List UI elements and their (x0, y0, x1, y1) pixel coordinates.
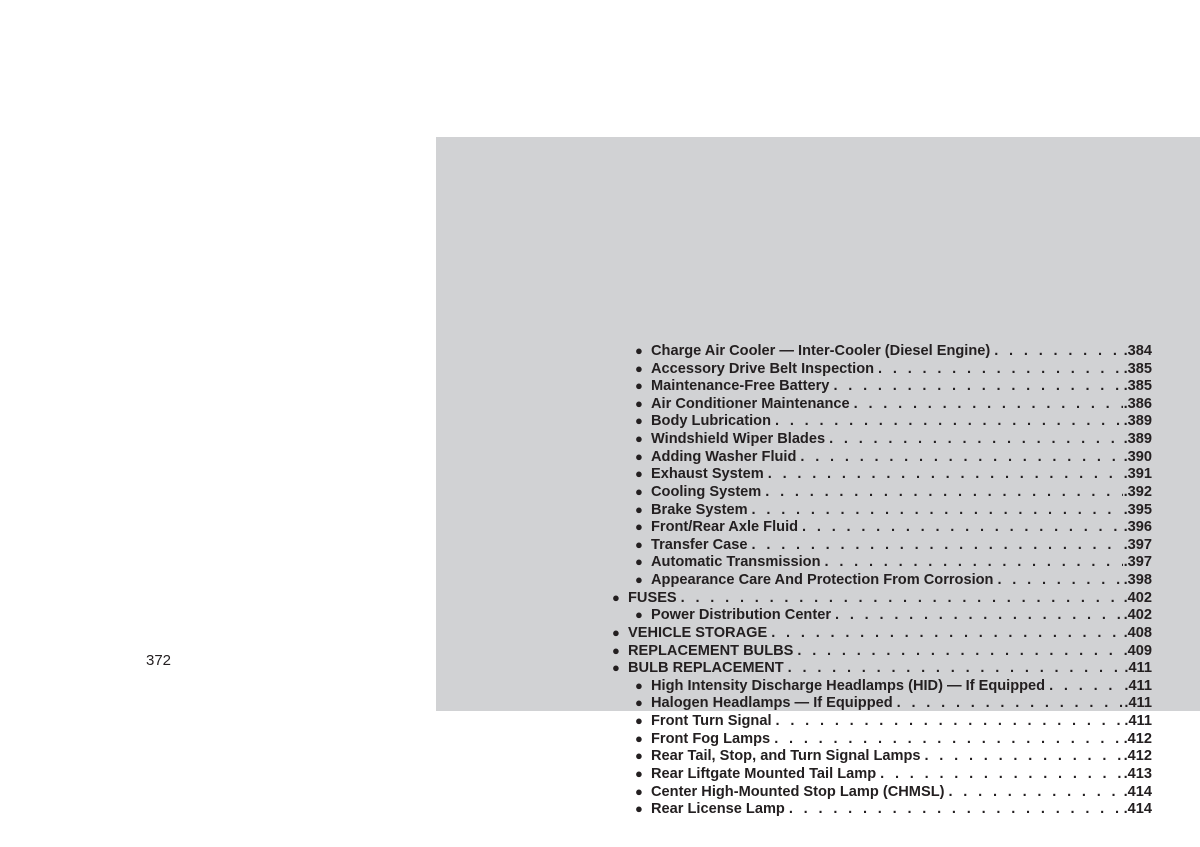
bullet-icon: ● (635, 713, 643, 729)
toc-subsection-entry[interactable] (635, 571, 1152, 589)
toc-entry-title: Appearance Care And Protection From Corrosion (651, 572, 994, 589)
toc-entry-page-number: .396 (1123, 519, 1152, 536)
toc-entry-title: Front/Rear Axle Fluid (651, 519, 799, 536)
toc-entry-title: Windshield Wiper Blades (651, 431, 826, 448)
toc-subsection-entry[interactable] (635, 518, 1152, 536)
toc-subsection-entry[interactable] (635, 536, 1152, 554)
bullet-icon: ● (635, 378, 643, 394)
bullet-icon: ● (635, 765, 643, 781)
page-number: 372 (146, 652, 172, 669)
bullet-icon: ● (635, 677, 643, 693)
toc-entry-title: Rear Liftgate Mounted Tail Lamp (651, 765, 877, 782)
toc-entry-page-number: .384 (1123, 343, 1152, 359)
dot-leader (775, 412, 1123, 430)
dot-leader (994, 342, 1122, 360)
toc-section-entry[interactable] (612, 624, 1152, 642)
toc-entry-title: REPLACEMENT BULBS (628, 642, 794, 659)
toc-entry-page-number: .411 (1124, 695, 1152, 712)
toc-entry-title: High Intensity Discharge Headlamps (HID) — If Equipped (651, 677, 1046, 694)
toc-entry-title: Accessory Drive Belt Inspection (651, 360, 875, 377)
toc-entry-page-number: .411 (1124, 677, 1152, 694)
toc-entry-page-number: .411 (1124, 713, 1152, 730)
toc-entry-page-number: .413 (1123, 765, 1152, 782)
toc-entry-title: Transfer Case (651, 536, 748, 553)
toc-subsection-entry[interactable] (635, 765, 1152, 783)
toc-subsection-entry[interactable] (635, 747, 1152, 765)
toc-entry-page-number: .414 (1123, 783, 1152, 800)
toc-subsection-entry[interactable] (635, 501, 1152, 519)
dot-leader (765, 483, 1122, 501)
bullet-icon: ● (635, 730, 643, 746)
toc-entry-page-number: .395 (1123, 501, 1152, 518)
toc-subsection-entry[interactable] (635, 412, 1152, 430)
bullet-icon: ● (635, 554, 643, 570)
dot-leader (788, 659, 1124, 677)
toc-entry-title: Power Distribution Center (651, 607, 832, 624)
toc-subsection-entry[interactable] (635, 606, 1152, 624)
toc-entry-page-number: .390 (1123, 448, 1152, 465)
toc-entry-title: Air Conditioner Maintenance (651, 395, 850, 412)
toc-subsection-entry[interactable] (635, 553, 1152, 571)
toc-entry-page-number: .392 (1123, 483, 1152, 500)
toc-entry-title: BULB REPLACEMENT (628, 660, 784, 677)
toc-entry-page-number: .409 (1123, 642, 1152, 659)
toc-entry-title: Maintenance-Free Battery (651, 378, 830, 395)
bullet-icon: ● (612, 642, 620, 658)
dot-leader (752, 501, 1123, 519)
toc-section-entry[interactable] (612, 659, 1152, 677)
bullet-icon: ● (635, 448, 643, 464)
toc-entry-title: Body Lubrication (651, 413, 771, 430)
bullet-icon: ● (635, 536, 643, 552)
dot-leader (774, 730, 1122, 748)
dot-leader (752, 536, 1123, 554)
toc-subsection-entry[interactable] (635, 377, 1152, 395)
bullet-icon: ● (635, 483, 643, 499)
toc-subsection-entry[interactable] (635, 677, 1152, 695)
dot-leader (997, 571, 1122, 589)
dot-leader (789, 800, 1123, 818)
toc-subsection-entry[interactable] (635, 800, 1152, 818)
toc-entry-page-number: .389 (1123, 413, 1152, 430)
dot-leader (802, 518, 1123, 536)
dot-leader (880, 765, 1122, 783)
dot-leader (800, 448, 1122, 466)
toc-subsection-entry[interactable] (635, 783, 1152, 801)
toc-entry-page-number: .412 (1123, 730, 1152, 747)
toc-entry-title: Automatic Transmission (651, 554, 821, 571)
toc-subsection-entry[interactable] (635, 483, 1152, 501)
bullet-icon: ● (635, 572, 643, 588)
dot-leader (924, 747, 1122, 765)
toc-entry-title: VEHICLE STORAGE (628, 624, 768, 641)
toc-entry-page-number: .408 (1123, 624, 1152, 641)
dot-leader (825, 553, 1123, 571)
bullet-icon: ● (635, 501, 643, 517)
toc-entry-page-number: .412 (1123, 748, 1152, 765)
dot-leader (948, 783, 1122, 801)
toc-subsection-entry[interactable] (635, 342, 1152, 360)
toc-subsection-entry[interactable] (635, 360, 1152, 378)
toc-entry-page-number: .397 (1123, 536, 1152, 553)
toc-entry-title: Charge Air Cooler — Inter-Cooler (Diesel Engine) (651, 343, 991, 359)
toc-subsection-entry[interactable] (635, 712, 1152, 730)
bullet-icon: ● (612, 660, 620, 676)
bullet-icon: ● (635, 360, 643, 376)
bullet-icon: ● (635, 413, 643, 429)
toc-section-entry[interactable] (612, 642, 1152, 660)
dot-leader (776, 712, 1124, 730)
toc-entry-page-number: .385 (1123, 378, 1152, 395)
toc-subsection-entry[interactable] (635, 448, 1152, 466)
bullet-icon: ● (635, 466, 643, 482)
bullet-icon: ● (612, 589, 620, 605)
toc-entry-page-number: .402 (1123, 589, 1152, 606)
toc-entry-page-number: .389 (1123, 431, 1152, 448)
bullet-icon: ● (635, 801, 643, 817)
toc-entry-title: Adding Washer Fluid (651, 448, 797, 465)
dot-leader (797, 642, 1122, 660)
dot-leader (878, 360, 1123, 378)
toc-subsection-entry[interactable] (635, 395, 1152, 413)
bullet-icon: ● (612, 624, 620, 640)
toc-entry-page-number: .386 (1123, 395, 1152, 412)
toc-entry-title: Front Fog Lamps (651, 730, 771, 747)
dot-leader (768, 465, 1123, 483)
toc-entry-page-number: .402 (1123, 607, 1152, 624)
toc-entry-page-number: .398 (1123, 572, 1152, 589)
toc-entry-title: Brake System (651, 501, 748, 518)
bullet-icon: ● (635, 748, 643, 764)
toc-subsection-entry[interactable] (635, 694, 1152, 712)
toc-entry-title: Rear Tail, Stop, and Turn Signal Lamps (651, 748, 921, 765)
toc-entry-title: Front Turn Signal (651, 713, 772, 730)
toc-entry-title: Exhaust System (651, 466, 764, 483)
toc-entry-title: Cooling System (651, 483, 762, 500)
bullet-icon: ● (635, 695, 643, 711)
toc-entry-page-number: .411 (1124, 660, 1152, 677)
bullet-icon: ● (635, 395, 643, 411)
toc-entry-page-number: .391 (1123, 466, 1152, 483)
dot-leader (829, 430, 1123, 448)
bullet-icon: ● (635, 431, 643, 447)
toc-section-entry[interactable] (612, 589, 1152, 607)
toc-entry-title: Rear License Lamp (651, 801, 785, 818)
dot-leader (1049, 677, 1123, 695)
dot-leader (835, 606, 1123, 624)
bullet-icon: ● (635, 519, 643, 535)
bullet-icon: ● (635, 783, 643, 799)
toc-entry-title: Center High-Mounted Stop Lamp (CHMSL) (651, 783, 945, 800)
dot-leader (833, 377, 1122, 395)
dot-leader (771, 624, 1122, 642)
toc-entry-title: Halogen Headlamps — If Equipped (651, 695, 893, 712)
dot-leader (897, 694, 1124, 712)
bullet-icon: ● (635, 343, 643, 358)
dot-leader (681, 589, 1123, 607)
toc-entry-page-number: .414 (1123, 801, 1152, 818)
toc-entry-page-number: .397 (1123, 554, 1152, 571)
toc-subsection-entry[interactable] (635, 430, 1152, 448)
dot-leader (854, 395, 1123, 413)
toc-subsection-entry[interactable] (635, 730, 1152, 748)
bullet-icon: ● (635, 607, 643, 623)
toc-subsection-entry[interactable] (635, 465, 1152, 483)
toc-entry-page-number: .385 (1123, 360, 1152, 377)
toc-entry-title: FUSES (628, 589, 677, 606)
